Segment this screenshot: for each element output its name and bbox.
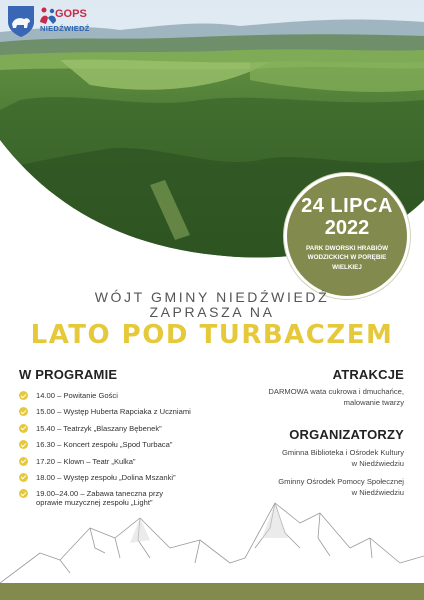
program-item: 19.00–24.00 – Zabawa taneczna przy oprawie muzycznej zespołu „Light” (19, 489, 189, 507)
attractions-section (254, 367, 404, 408)
attractions-heading: ATRAKCJE (332, 367, 404, 382)
program-item: 16.30 – Koncert zespołu „Spod Turbaca” (19, 440, 269, 449)
bear-crest-icon (6, 4, 36, 38)
event-year: 2022 (324, 217, 370, 239)
program-heading: W PROGRAMIE (19, 367, 118, 382)
invite-line-1: WÓJT GMINY NIEDŹWIEDŹ (94, 289, 330, 305)
program-item: 18.00 – Występ zespołu „Dolina Mszanki” (19, 473, 269, 482)
invite-line-2: ZAPRASZA NA (149, 304, 275, 320)
program-item: 14.00 – Powitanie Gości (19, 391, 269, 400)
event-date: 24 LIPCA (301, 195, 393, 217)
logo-gops-text: GOPS (55, 8, 87, 20)
check-icon (19, 424, 28, 433)
logo-location-text: NIEDŹWIEDŹ (40, 24, 90, 33)
footer-bar (0, 583, 424, 600)
check-icon (19, 440, 28, 449)
program-item: 17.20 – Klown – Teatr „Kulka” (19, 457, 269, 466)
date-badge (284, 173, 410, 299)
event-title: LATO POD TURBACZEM (30, 320, 394, 350)
check-icon (19, 407, 28, 416)
organizer-item: Gminna Biblioteka i Ośrodek Kultury w Niedźwiedziu (282, 448, 404, 468)
gops-logo (6, 4, 92, 38)
organizers-heading: ORGANIZATORZY (289, 427, 404, 442)
attractions-text: DARMOWA wata cukrowa i dmuchańce, malowanie twarzy (268, 387, 404, 407)
invitation-text (0, 290, 424, 320)
organizer-item: Gminny Ośrodek Pomocy Społecznej w Niedźwiedziu (278, 477, 404, 497)
program-item: 15.00 – Występ Huberta Rapciaka z Uczniami (19, 407, 269, 416)
event-place: PARK DWORSKI HRABIÓW WODZICKICH W PORĘBIE WIELKIEJ (305, 245, 389, 271)
mountains-drawing (0, 478, 424, 588)
check-icon (19, 457, 28, 466)
check-icon (19, 391, 28, 400)
program-item: 15.40 – Teatrzyk „Blaszany Bębenek” (19, 424, 269, 433)
